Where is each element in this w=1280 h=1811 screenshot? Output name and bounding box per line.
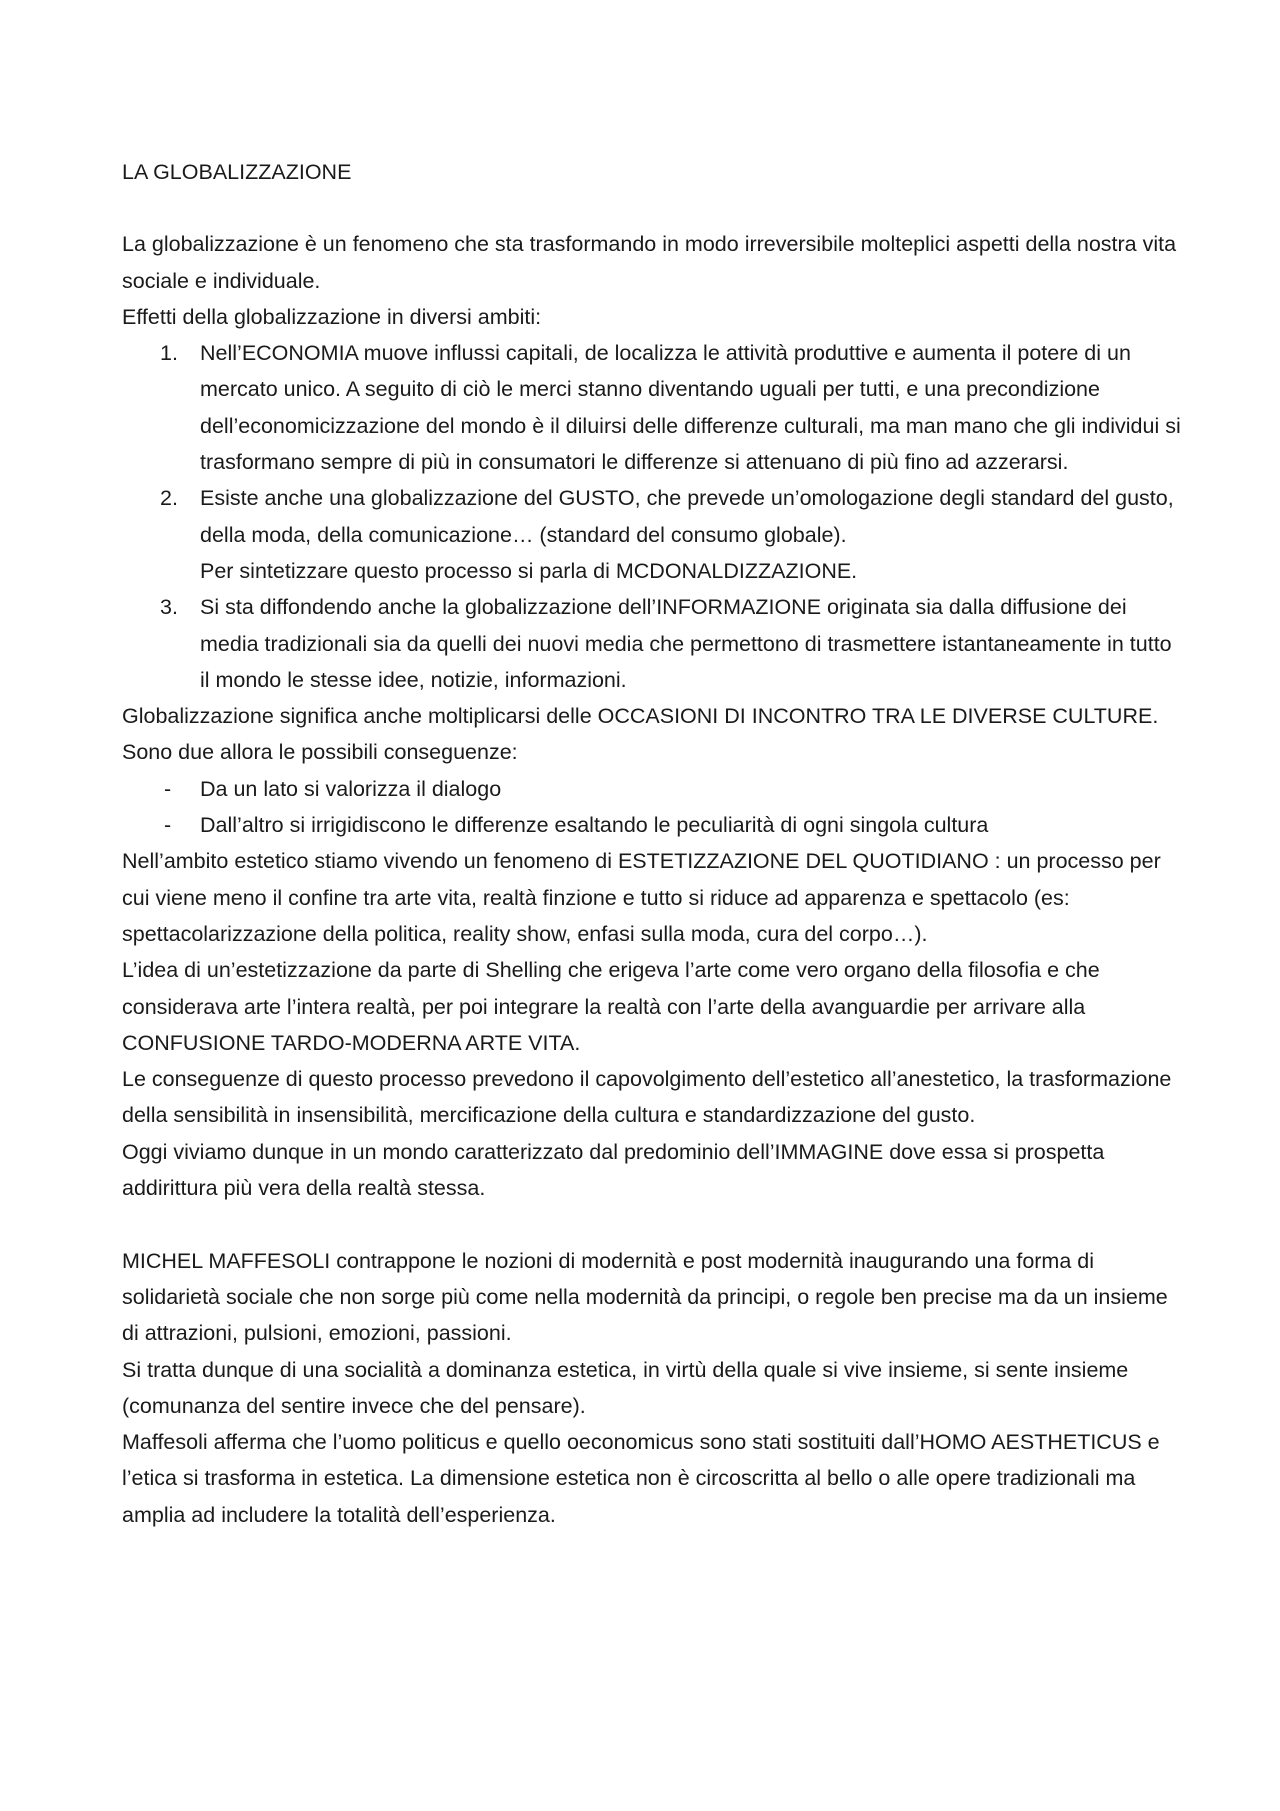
dash-list-item (122, 771, 1182, 807)
list-item-text: Esiste anche una globalizzazione del GUSTO, che prevede un’omologazione degli standard del gusto, della moda, della comunicazione… (standard del consumo globale). (200, 486, 1174, 547)
body-paragraph: Globalizzazione significa anche moltiplicarsi delle OCCASIONI DI INCONTRO TRA LE DIVERSE CULTURE. (122, 704, 1159, 729)
body-paragraph: Oggi viviamo dunque in un mondo caratterizzato dal predominio dell’IMMAGINE dove essa si prospetta addirittura più vera della realtà stessa. (122, 1139, 1105, 1201)
list-item-extra-text: Per sintetizzare questo processo si parla di MCDONALDIZZAZIONE. (200, 558, 858, 583)
body-paragraph: L’idea di un’estetizzazione da parte di Shelling che erigeva l’arte come vero organo della filosofia e che considerava arte l’intera realtà, per poi integrare la realtà con l’arte della avanguardie per arrivare alla CONFUSIONE TARDO-MODERNA ARTE VITA. (122, 958, 1100, 1055)
intro-paragraph: La globalizzazione è un fenomeno che sta trasformando in modo irreversibile molteplici aspetti della nostra vita sociale e individuale. (122, 232, 1177, 293)
maffesoli-paragraph: MICHEL MAFFESOLI contrappone le nozioni di modernità e post modernità inaugurando una forma di solidarietà sociale che non sorge più come nella modernità da principi, o regole ben precise ma da un insieme di attrazioni, pulsioni, emozioni, passioni. (122, 1248, 1168, 1346)
dash-marker: - (164, 813, 172, 838)
list-number: 3. (160, 595, 178, 620)
document-title: LA GLOBALIZZAZIONE (122, 160, 352, 184)
list-number: 2. (160, 486, 178, 511)
maffesoli-paragraph: Si tratta dunque di una socialità a dominanza estetica, in virtù della quale si vive insieme, si sente insieme (comunanza del sentire invece che del pensare). (122, 1357, 1129, 1418)
body-paragraph: Nell’ambito estetico stiamo vivendo un fenomeno di ESTETIZZAZIONE DEL QUOTIDIANO : un processo per cui viene meno il confine tra arte vita, realtà finzione e tutto si riduce ad apparenza e spettacolo (es: spettacolarizzazione della politica, reality show, enfasi sulla moda, cura del corpo…). (122, 849, 1161, 946)
body-paragraph: Le conseguenze di questo processo prevedono il capovolgimento dell’estetico all’anestetico, la trasformazione della sensibilità in insensibilità, mercificazione della cultura e standardizzazione del gusto. (122, 1067, 1172, 1128)
effects-numbered-list (122, 335, 1182, 698)
list-item-text: Da un lato si valorizza il dialogo (200, 776, 502, 801)
list-item-text: Dall’altro si irrigidiscono le differenze esaltando le peculiarità di ogni singola cultura (200, 813, 989, 838)
intro-paragraph: Effetti della globalizzazione in diversi ambiti: (122, 304, 542, 329)
document-content (122, 154, 1182, 1533)
consequences-dash-list (122, 771, 1182, 844)
numbered-list-item (122, 589, 1182, 698)
list-number: 1. (160, 341, 178, 366)
numbered-list-item (122, 480, 1182, 589)
list-item-text: Si sta diffondendo anche la globalizzazione dell’INFORMAZIONE originata sia dalla diffusione dei media tradizionali sia da quelli dei nuovi media che permettono di trasmettere istantaneamente in tutto il mondo le stesse idee, notizie, informazioni. (200, 595, 1172, 692)
list-item-text: Nell’ECONOMIA muove influssi capitali, de localizza le attività produttive e aumenta il potere di un mercato unico. A seguito di ciò le merci stanno diventando uguali per tutti, e una precondizione dell’economicizzazione del mondo è il diluirsi delle differenze culturali, ma man mano che gli individui si trasformano sempre di più in consumatori le differenze si attenuano di più fino ad azzerarsi. (200, 341, 1181, 475)
dash-list-item (122, 807, 1182, 843)
body-paragraph: Sono due allora le possibili conseguenze: (122, 740, 518, 765)
maffesoli-paragraph: Maffesoli afferma che l’uomo politicus e quello oeconomicus sono stati sostituiti dall’HOMO AESTHETICUS e l’etica si trasforma in estetica. La dimensione estetica non è circoscritta al bello o alle opere tradizionali ma amplia ad includere la totalità dell’esperienza. (122, 1430, 1160, 1527)
dash-marker: - (164, 776, 172, 801)
paragraph-spacer (122, 1206, 1182, 1242)
numbered-list-item (122, 335, 1182, 480)
